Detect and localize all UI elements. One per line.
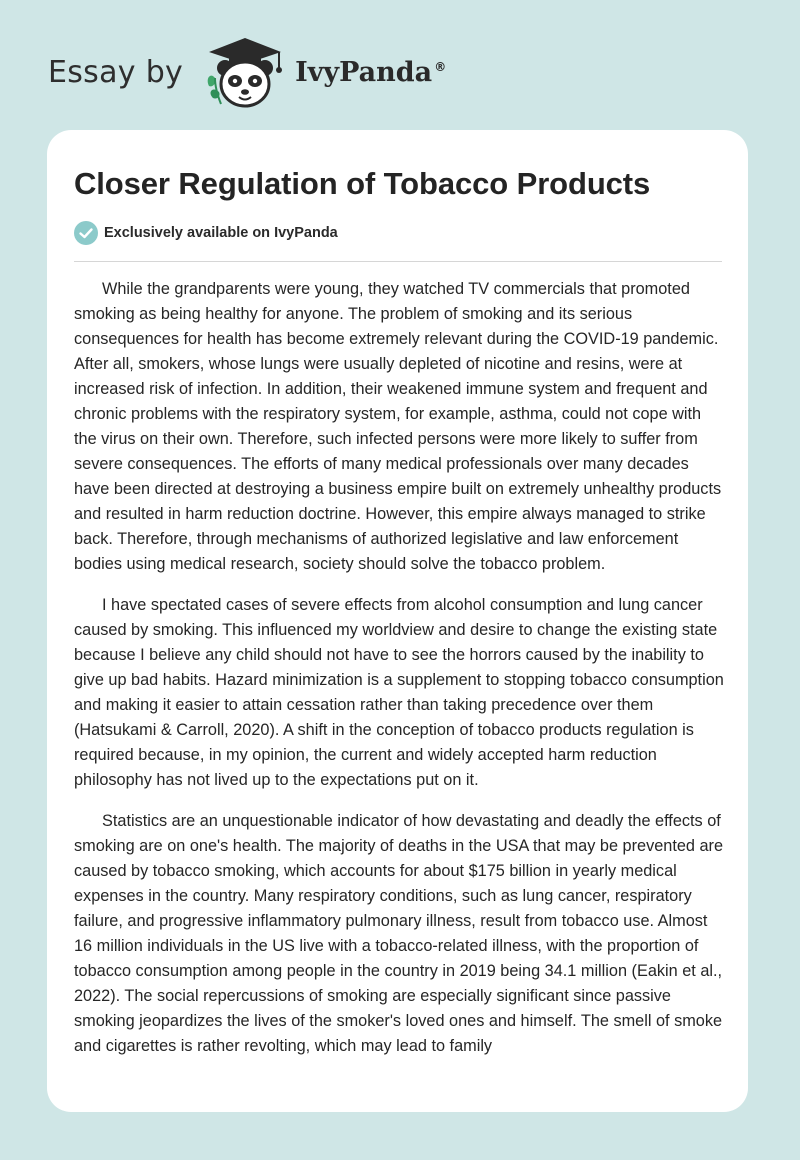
check-circle-icon <box>74 221 98 245</box>
paragraph-2: I have spectated cases of severe effects from alcohol consumption and lung cancer caused by smoking. This influenced my worldview and desire to change the existing state because I believe any child should not have to see the horrors caused by the inability to give up bad habits. Hazard minimization is a supplement to stopping tobacco consumption and making it easier to attain cessation rather than taking precedence over them (Hatsukami & Carroll, 2020). A shift in the conception of tobacco products regulation is required because, in my opinion, the current and widely accepted harm reduction philosophy has not lived up to the expectations put on it. <box>74 596 724 789</box>
site-header <box>48 34 446 110</box>
brand-text: IvyPanda <box>295 56 433 88</box>
paragraph-3: Statistics are an unquestionable indicator of how devastating and deadly the effects of smoking are on one's health. The majority of deaths in the USA that may be prevented are caused by tobacco smoking, which accounts for about $175 billion in yearly medical expenses in the country. Many respiratory conditions, such as lung cancer, respiratory failure, and progressive inflammatory pulmonary illness, result from tobacco use. Almost 16 million individuals in the US live with a tobacco-related illness, with the proportion of tobacco consumption among people in the country in 2019 being 34.1 million (Eakin et al., 2022). The social repercussions of smoking are especially significant since passive smoking jeopardizes the lives of the smoker's loved ones and himself. The smell of smoke and cigarettes is rather revolting, which may lead to family <box>74 812 724 1055</box>
brand-name[interactable] <box>295 57 446 88</box>
title-divider <box>74 261 722 262</box>
essay-card <box>47 130 748 1112</box>
essay-body <box>74 277 726 1075</box>
registered-mark: ® <box>434 59 447 74</box>
exclusive-label: Exclusively available on IvyPanda <box>104 225 338 241</box>
exclusive-badge <box>74 221 338 245</box>
essay-title: Closer Regulation of Tobacco Products <box>74 166 651 201</box>
paragraph-1: While the grandparents were young, they watched TV commercials that promoted smoking as being healthy for anyone. The problem of smoking and its serious consequences for health has become extremely relevant during the COVID-19 pandemic. After all, smokers, whose lungs were usually depleted of nicotine and resins, were at increased risk of infection. In addition, their weakened immune system and frequent and chronic problems with the respiratory system, for example, asthma, could not cope with the virus on their own. Therefore, such infected persons were more likely to suffer from severe consequences. The efforts of many medical professionals over many decades have been directed at destroying a business empire built on extremely unhealthy products and resulted in harm reduction doctrine. However, this empire always managed to strike back. Therefore, through mechanisms of authorized legislative and law enforcement bodies using medical research, society should solve the tobacco problem. <box>74 280 722 573</box>
panda-graduate-icon[interactable] <box>201 34 289 110</box>
essay-by-label: Essay by <box>48 54 184 90</box>
